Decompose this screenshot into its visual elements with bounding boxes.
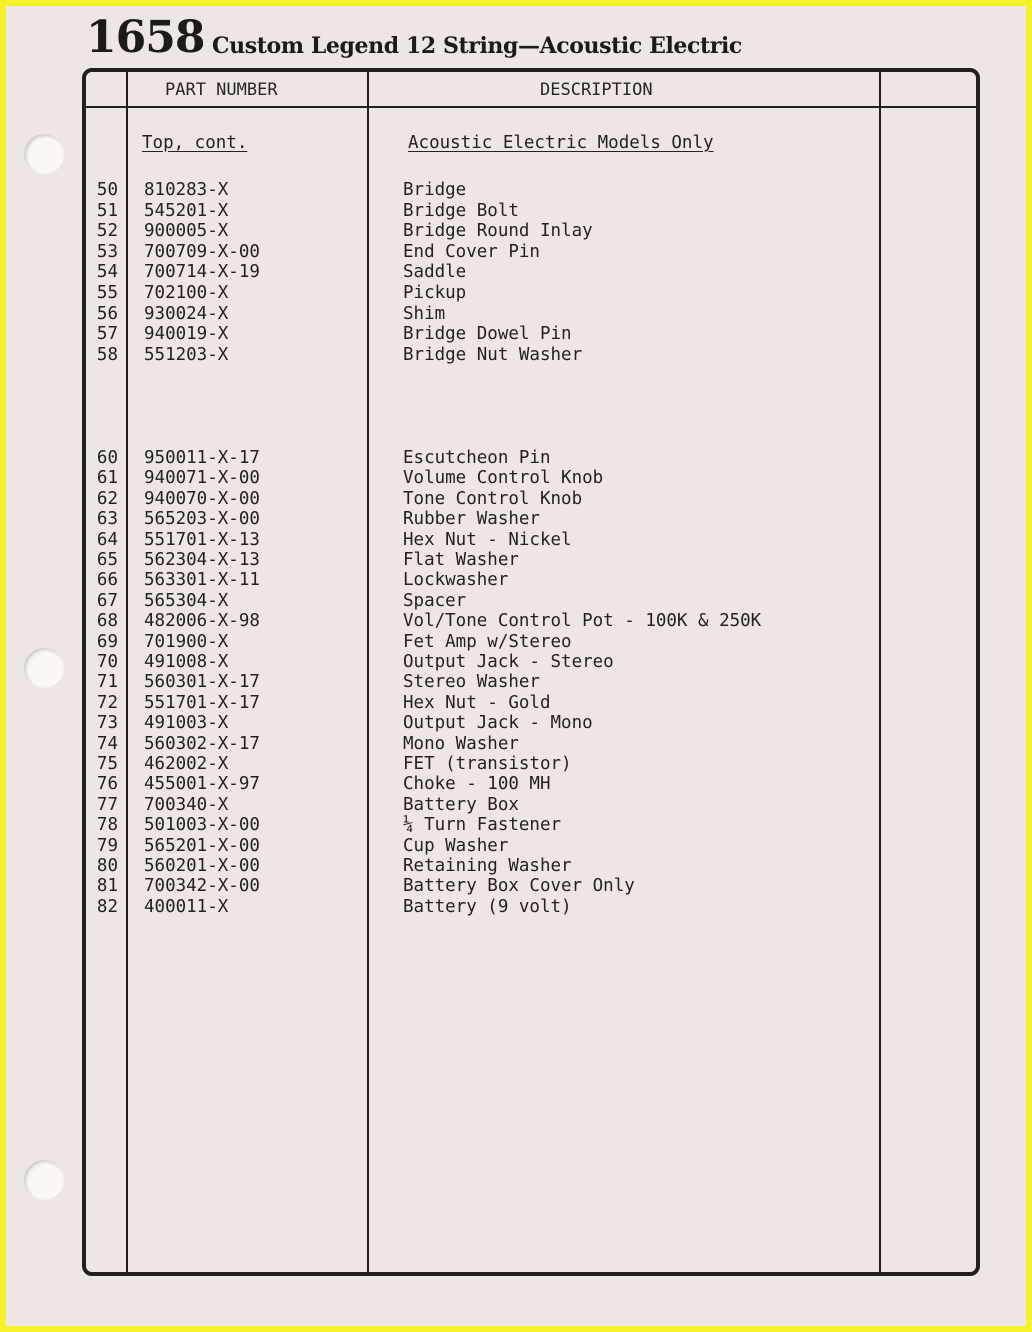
column-divider bbox=[879, 72, 881, 1272]
row-part: 491003-X bbox=[144, 713, 229, 734]
row-part: 491008-X bbox=[144, 652, 229, 672]
row-part: 482006-X-98 bbox=[144, 611, 260, 632]
row-part: 462002-X bbox=[144, 754, 229, 774]
row-part: 700340-X bbox=[144, 794, 229, 815]
row-desc: Vol/Tone Control Pot - 100K & 250K bbox=[403, 611, 762, 632]
model-title: Custom Legend 12 String—Acoustic Electric bbox=[212, 33, 742, 59]
header-rule bbox=[86, 106, 976, 108]
row-desc: Spacer bbox=[403, 590, 467, 611]
row-part: 701900-X bbox=[144, 631, 229, 652]
row-desc: Hex Nut - Nickel bbox=[403, 529, 572, 550]
row-part: 940070-X-00 bbox=[144, 488, 260, 509]
row-num: 73 bbox=[96, 713, 118, 734]
row-desc: Battery Box bbox=[403, 794, 519, 815]
row-num: 77 bbox=[96, 794, 118, 815]
row-desc: Bridge Round Inlay bbox=[403, 221, 593, 242]
row-desc: Battery (9 volt) bbox=[403, 896, 572, 917]
row-num: 58 bbox=[96, 344, 118, 365]
row-part: 940019-X bbox=[144, 324, 229, 345]
row-num: 80 bbox=[96, 856, 118, 876]
row-part: 560301-X-17 bbox=[144, 672, 260, 693]
section-label-right: Acoustic Electric Models Only bbox=[408, 133, 714, 153]
row-num: 52 bbox=[96, 221, 118, 242]
row-desc: Rubber Washer bbox=[403, 509, 540, 530]
row-part: 551701-X-13 bbox=[144, 529, 260, 550]
row-part: 565203-X-00 bbox=[144, 509, 260, 530]
row-part: 702100-X bbox=[144, 283, 229, 303]
row-num: 72 bbox=[96, 692, 118, 713]
row-num: 55 bbox=[96, 283, 118, 303]
row-desc: Cup Washer bbox=[403, 835, 509, 856]
row-desc: Fet Amp w/Stereo bbox=[403, 631, 572, 652]
row-desc: Saddle bbox=[403, 262, 467, 283]
row-desc: Pickup bbox=[403, 283, 467, 303]
row-desc: Lockwasher bbox=[403, 570, 509, 591]
row-num: 75 bbox=[96, 754, 118, 774]
row-num: 66 bbox=[96, 570, 118, 591]
row-part: 700342-X-00 bbox=[144, 876, 260, 897]
row-num: 76 bbox=[96, 774, 118, 795]
row-desc: FET (transistor) bbox=[403, 754, 572, 774]
row-part: 560302-X-17 bbox=[144, 733, 260, 754]
row-desc: Output Jack - Stereo bbox=[403, 652, 614, 672]
row-num: 63 bbox=[96, 509, 118, 530]
model-number: 1658 bbox=[86, 12, 205, 63]
row-desc: End Cover Pin bbox=[403, 241, 540, 262]
binder-hole bbox=[24, 648, 64, 688]
row-desc: Bridge Dowel Pin bbox=[403, 324, 572, 345]
row-desc: Stereo Washer bbox=[403, 672, 540, 693]
row-part: 560201-X-00 bbox=[144, 856, 260, 876]
row-part: 563301-X-11 bbox=[144, 570, 260, 591]
row-num: 54 bbox=[96, 262, 118, 283]
row-desc: Bridge Bolt bbox=[403, 200, 519, 221]
row-part: 545201-X bbox=[144, 200, 229, 221]
binder-hole bbox=[24, 134, 64, 174]
row-part: 930024-X bbox=[144, 303, 229, 324]
row-desc: Battery Box Cover Only bbox=[403, 876, 635, 897]
row-num: 60 bbox=[96, 448, 118, 468]
row-desc: Hex Nut - Gold bbox=[403, 692, 551, 713]
row-num: 57 bbox=[96, 324, 118, 345]
row-desc: Escutcheon Pin bbox=[403, 448, 551, 468]
row-desc: Bridge bbox=[403, 180, 467, 200]
row-num: 69 bbox=[96, 631, 118, 652]
row-part: 565304-X bbox=[144, 590, 229, 611]
row-num: 53 bbox=[96, 241, 118, 262]
row-desc: Mono Washer bbox=[403, 733, 519, 754]
row-num: 56 bbox=[96, 303, 118, 324]
row-num: 74 bbox=[96, 733, 118, 754]
row-part: 950011-X-17 bbox=[144, 448, 260, 468]
row-part: 400011-X bbox=[144, 896, 229, 917]
row-desc: ¼ Turn Fastener bbox=[403, 815, 562, 836]
binder-hole bbox=[24, 1160, 64, 1200]
row-num: 68 bbox=[96, 611, 118, 632]
row-num: 70 bbox=[96, 652, 118, 672]
row-desc: Shim bbox=[403, 303, 446, 324]
row-part: 900005-X bbox=[144, 221, 229, 242]
row-num: 64 bbox=[96, 529, 118, 550]
row-num: 81 bbox=[96, 876, 118, 897]
row-num: 71 bbox=[96, 672, 118, 693]
row-part: 562304-X-13 bbox=[144, 550, 260, 570]
part-number-header: PART NUMBER bbox=[165, 80, 278, 100]
row-num: 61 bbox=[96, 468, 118, 489]
row-num: 62 bbox=[96, 488, 118, 509]
row-part: 455001-X-97 bbox=[144, 774, 260, 795]
row-part: 700709-X-00 bbox=[144, 241, 260, 262]
row-num: 51 bbox=[96, 200, 118, 221]
row-num: 82 bbox=[96, 896, 118, 917]
row-num: 50 bbox=[96, 180, 118, 200]
row-desc: Tone Control Knob bbox=[403, 488, 583, 509]
row-desc: Volume Control Knob bbox=[403, 468, 604, 489]
row-desc: Choke - 100 MH bbox=[403, 774, 551, 795]
row-part: 700714-X-19 bbox=[144, 262, 260, 283]
row-part: 810283-X bbox=[144, 180, 229, 200]
section-label-left: Top, cont. bbox=[142, 133, 248, 153]
row-num: 67 bbox=[96, 590, 118, 611]
row-desc: Retaining Washer bbox=[403, 856, 572, 876]
row-desc: Output Jack - Mono bbox=[403, 713, 593, 734]
row-part: 501003-X-00 bbox=[144, 815, 260, 836]
column-divider bbox=[367, 72, 369, 1272]
row-part: 940071-X-00 bbox=[144, 468, 260, 489]
row-num: 78 bbox=[96, 815, 118, 836]
row-desc: Flat Washer bbox=[403, 550, 519, 570]
row-num: 65 bbox=[96, 550, 118, 570]
row-part: 551203-X bbox=[144, 344, 229, 365]
column-divider bbox=[126, 72, 128, 1272]
description-header: DESCRIPTION bbox=[540, 80, 653, 100]
row-part: 551701-X-17 bbox=[144, 692, 260, 713]
row-num: 79 bbox=[96, 835, 118, 856]
row-part: 565201-X-00 bbox=[144, 835, 260, 856]
row-desc: Bridge Nut Washer bbox=[403, 344, 583, 365]
